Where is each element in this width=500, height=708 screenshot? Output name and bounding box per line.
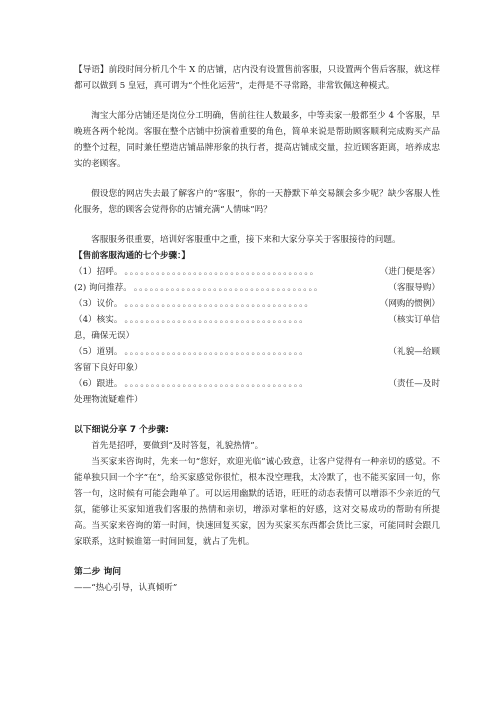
step-desc-continued: 处理物流疑难件） xyxy=(74,395,143,405)
detail-paragraph-1: 首先是招呼，要做到“及时答复，礼貌热情”。 xyxy=(91,441,264,451)
step-dots: 。。。。。。。。。。。。。。。。。。。。。。。。。。。。。。。。。。。 xyxy=(124,299,315,309)
step-dots: 。。。。。。。。。。。。。。。。。。。。。。。。。。。。。。。。。。。 xyxy=(133,283,324,293)
intro-paragraph: 【导语】前段时间分析几个牛 X 的店铺，店内没有设置售前客服，只设置两个售后客服，就这样都可以做到 5 皇冠，真可谓为“个性化运营”，走得是不寻常路，非常钦佩这种模式。 xyxy=(74,65,440,91)
step-desc: （核实订单信 xyxy=(388,315,440,325)
step-dots: 。。。。。。。。。。。。。。。。。。。。。。。。。。。。。。。。。。。。 xyxy=(124,267,320,277)
step-label: （3）议价。 xyxy=(74,299,123,309)
step-6 xyxy=(74,376,440,408)
detail-heading: 以下细说分享 7 个步骤: xyxy=(74,425,169,435)
document-page xyxy=(74,62,440,596)
step-label: （6）跟进。 xyxy=(74,379,123,389)
step-desc: （客服导购） xyxy=(388,283,440,293)
body-paragraph-1: 淘宝大部分店铺还是岗位分工明确，售前往往人数最多，中等卖家一般都至少 4 个客服，早晚班各两个轮岗。客服在整个店铺中扮演着重要的角色，简单来说是帮助顾客顺利完成购买产品的整个过程，同时兼任塑造店铺品牌形象的执行者，提高店铺成交量，拉近顾客距离，培养成忠实的老顾客。 xyxy=(74,111,440,169)
steps-title: 【售前客服沟通的七个步骤：】 xyxy=(74,251,191,261)
step-desc: （进门便是客） xyxy=(379,267,440,277)
step-3 xyxy=(74,296,440,312)
step2-subtitle: ——“热心引导，认真倾听” xyxy=(74,583,178,593)
step-label: （1）招呼。 xyxy=(74,267,123,277)
step-dots: 。。。。。。。。。。。。。。。。。。。。。。。。。。。。。。。。。。 xyxy=(124,315,309,325)
step-desc: （礼貌—给顾 xyxy=(388,347,440,357)
step-label: （5）道别。 xyxy=(74,347,123,357)
steps-list xyxy=(74,264,440,408)
step-desc: （网购的惯例） xyxy=(379,299,440,309)
step-dots: 。。。。。。。。。。。。。。。。。。。。。。。。。。。。。。。。。。 xyxy=(124,347,309,357)
step-label: (2) 询问推荐。 xyxy=(74,283,132,293)
step-2 xyxy=(74,280,440,296)
step2-heading: 第二步 询问 xyxy=(74,567,122,577)
step-label: （4）核实。 xyxy=(74,315,123,325)
step-1 xyxy=(74,264,440,280)
step-desc-continued: 客留下良好印象） xyxy=(74,363,143,373)
detail-paragraph-2: 当买家来咨询时，先来一句“您好，欢迎光临”诚心致意，让客户觉得有一种亲切的感觉。不能单独只回一个字“在”，给买家感觉你很忙，根本没空理我，太冷默了，也不能买家回一句，你答一句，这时候有可能会跑单了。可以运用幽默的话语，旺旺的动态表情可以增添不少亲近的气氛，能够让买家知道我们客服的热情和亲切，增添对掌柜的好感，这对交易成功的帮助有所提高。当买家来咨询的第一时间，快速回复买家，因为买家买东西都会货比三家，可能同时会跟几家联系，这时候谁第一时间回复，就占了先机。 xyxy=(74,457,440,547)
step-desc-continued: 息，确保无误） xyxy=(74,331,135,341)
body-paragraph-3: 客服服务很重要，培训好客服重中之重，接下来和大家分享关于客服接待的问题。 xyxy=(91,235,401,245)
step-desc: （责任—及时 xyxy=(388,379,440,389)
step-dots: 。。。。。。。。。。。。。。。。。。。。。。。。。。。。。。。。。。 xyxy=(124,379,309,389)
step-4 xyxy=(74,312,440,344)
step-5 xyxy=(74,344,440,376)
body-paragraph-2: 假设您的网店失去最了解客户的“客服”，你的一天静默下单交易额会多少呢？缺少客服人性化服务，您的顾客会觉得你的店铺充满“人情味”吗？ xyxy=(74,189,440,215)
